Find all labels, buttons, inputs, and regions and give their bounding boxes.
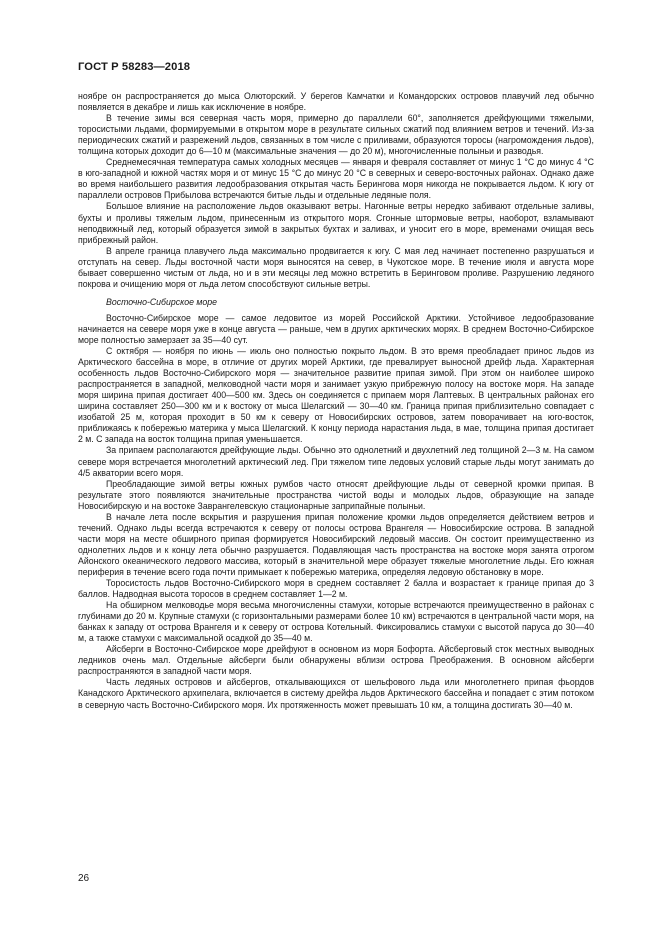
paragraph: Среднемесячная температура самых холодных месяцев — января и февраля составляет от минус 1 °С до минус 4 °С в юго-западной и южной частях моря и от минус 15 °С до минус 20 °С в северных и северо-восточных районах. Однако даже во время наибольшего развития ледообразования открытая часть Берингова моря никогда не покрывается льдом. К югу от параллели островов Прибылова встречаются битые льды и отдельные ледяные поля.	[78, 157, 594, 201]
paragraph: В начале лета после вскрытия и разрушения припая положение кромки льдов определяется действием ветров и течений. Однако льды всегда встречаются к северу от полосы острова Врангеля — Новосибирские острова. В западной части моря на месте обширного припая формируется Новосибирский ледовый массив. Он состоит преимущественно из однолетних льдов и к концу лета обычно разрушается. Подавляющая часть пространства на востоке моря занята отрогом Айонского океанического ледового массива, который в значительной мере образует тяжелые многолетние льды. Его южная периферия в течение всего года почти примыкает к побережью материка, определяя ледовую обстановку в море.	[78, 511, 594, 577]
paragraph: В течение зимы вся северная часть моря, примерно до параллели 60°, заполняется дрейфующими тяжелыми, торосистыми льдами, формируемыми в открытом море в результате сильных сжатий под влиянием ветров и течений. Из-за периодических сжатий и разрежений льдов, связанных в том числе с приливами, образуются торосы (нагромождения льдов), толщина которых доходит до 6—10 м (максимальные значения — до 20 м), многочисленные полыньи и разводья.	[78, 113, 594, 157]
paragraph: За припаем располагаются дрейфующие льды. Обычно это однолетний и двухлетний лед толщиной 2—3 м. На самом севере моря встречается многолетний арктический лед. При тяжелом типе ледовых условий старые льды могут занимать до 4/5 акватории всего моря.	[78, 445, 594, 478]
paragraph: Большое влияние на расположение льдов оказывают ветры. Нагонные ветры нередко забивают отдельные заливы, бухты и проливы тяжелым льдом, принесенным из открытого моря. Сгонные штормовые ветры, наоборот, взламывают неподвижный лед, который образуется зимой в закрытых бухтах и заливах, и уносит его в море, временами очищая весь прибрежный район.	[78, 201, 594, 245]
standard-header: ГОСТ Р 58283—2018	[78, 61, 191, 73]
section-title: Восточно-Сибирское море	[106, 296, 217, 307]
paragraph: Часть ледяных островов и айсбергов, откалывающихся от шельфового льда или многолетнего припая фьордов Канадского Арктического архипелага, включается в систему дрейфа льдов Арктического бассейна и попадает с этим потоком в северную часть Восточно-Сибирского моря. Их протяженность может превышать 10 км, а толщина достигать 30—40 м.	[78, 677, 594, 710]
paragraph: С октября — ноября по июнь — июль оно полностью покрыто льдом. В это время преобладает принос льдов из Арктического бассейна в море, в отличие от других морей Арктики, где превалирует выносной дрейф льда. Характерная особенность льдов Восточно-Сибирского моря — значительное развитие припая зимой. При этом он наиболее широко распространяется в западной, мелководной части моря и занимает узкую прибрежную полосу на востоке моря. На западе моря ширина припая достигает 400—500 км. Здесь он соединяется с припаем моря Лаптевых. В центральных районах его ширина составляет 250—300 км и к востоку от мыса Шелагский — 30—40 км. Граница припая приблизительно совпадает с изобатой 25 м, которая проходит в 50 км к северу от Новосибирских островов, затем поворачивает на юго-восток, приближаясь к побережью материка у мыса Шелагский. К концу периода нарастания льда, в мае, толщина припая достигает 2 м. С запада на восток толщина припая уменьшается.	[78, 346, 594, 445]
page-number: 26	[78, 873, 90, 884]
body-text	[78, 91, 594, 711]
paragraph: На обширном мелководье моря весьма многочисленны стамухи, которые встречаются преимущественно в районах с глубинами до 20 м. Крупные стамухи (с горизонтальными размерами более 10 км) встречаются в центральной части моря, на банках к западу от острова Врангеля и к северу от острова Котельный. Фиксировались стамухи с высотой паруса до 30—40 м, а также стамухи с максимальной осадкой до 35—40 м.	[78, 600, 594, 644]
paragraph: В апреле граница плавучего льда максимально продвигается к югу. С мая лед начинает постепенно разрушаться и отступать на север. Льды восточной части моря выносятся на север, в Чукотское море. В течение июля и августа море бывает совершенно чистым от льда, но и в эти месяцы лед можно встретить в Беринговом проливе. Разрушению ледяного покрова и очищению моря от льда летом способствуют сильные ветры.	[78, 245, 594, 289]
paragraph: Торосистость льдов Восточно-Сибирского моря в среднем составляет 2 балла и возрастает к границе припая до 3 баллов. Надводная высота торосов в среднем составляет 1—2 м.	[78, 578, 594, 600]
paragraph: Восточно-Сибирское море — самое ледовитое из морей Российской Арктики. Устойчивое ледообразование начинается на севере моря уже в конце августа — раньше, чем в других арктических морях. В среднем Восточно-Сибирское море полностью замерзает за 35—40 сут.	[78, 312, 594, 345]
paragraph: Преобладающие зимой ветры южных румбов часто относят дрейфующие льды от северной кромки припая. В результате этого появляются значительные пространства чистой воды и молодых льдов, образующие на западе Новосибирскую и на востоке Заврангелевскую стационарные заприпайные полыньи.	[78, 478, 594, 511]
paragraph: ноябре он распространяется до мыса Олюторский. У берегов Камчатки и Командорских островов плавучий лед обычно появляется в декабре и лишь как исключение в ноябре.	[78, 91, 594, 113]
paragraph: Айсберги в Восточно-Сибирское море дрейфуют в основном из моря Бофорта. Айсберговый сток местных выводных ледников очень мал. Отдельные айсберги были обнаружены вблизи острова Преображения. В основном айсберги распространяются в западной части моря.	[78, 644, 594, 677]
